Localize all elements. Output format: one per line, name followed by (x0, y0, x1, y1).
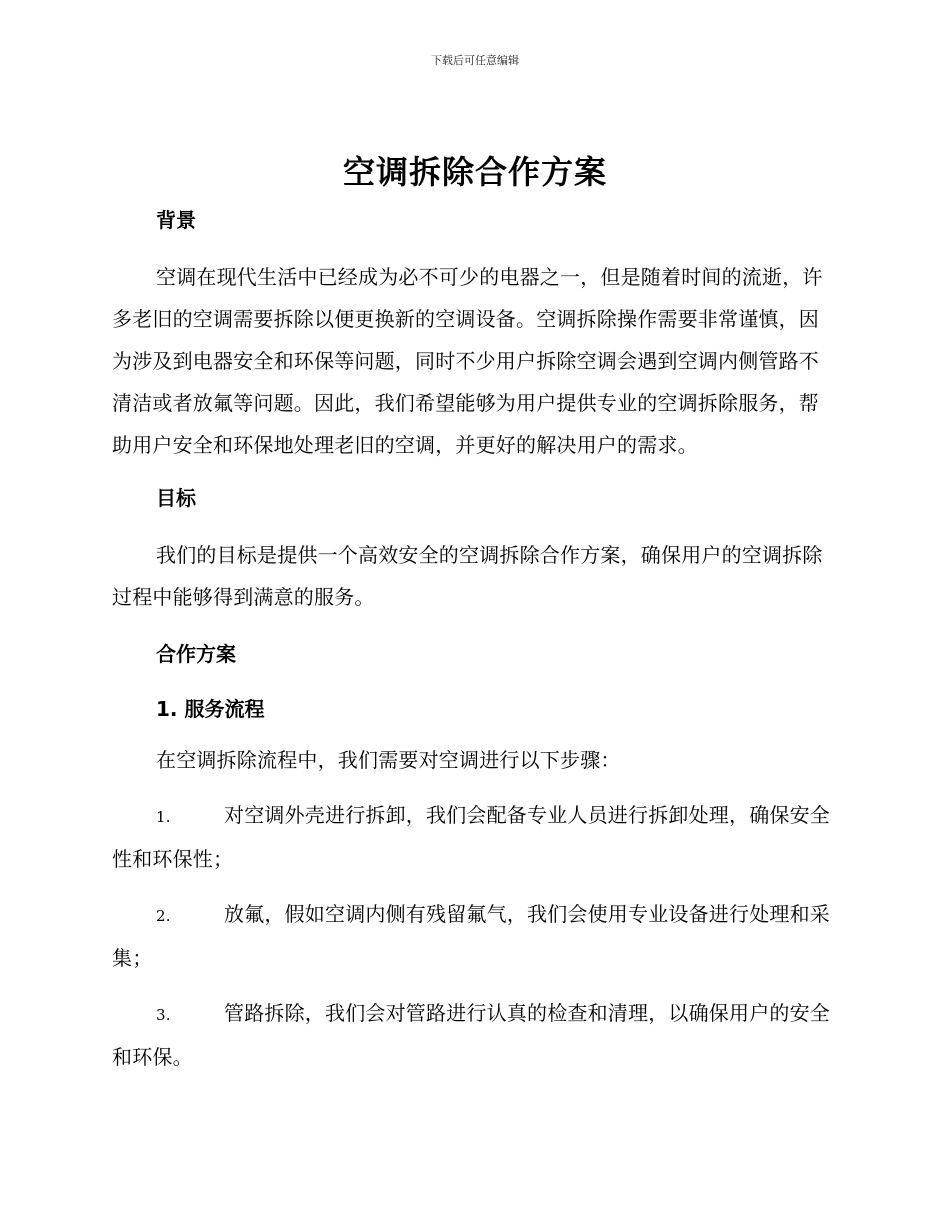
list-item-text: 管路拆除，我们会对管路进行认真的检查和清理，以确保用户的安全和环保。 (112, 1001, 830, 1069)
section-heading-plan: 合作方案 (156, 642, 236, 666)
list-item (112, 992, 832, 1078)
section-heading-goal: 目标 (156, 486, 196, 510)
document-body (112, 203, 832, 1078)
list-item (112, 794, 832, 880)
goal-paragraph: 我们的目标是提供一个高效安全的空调拆除合作方案，确保用户的空调拆除过程中能够得到满意的服务。 (112, 543, 823, 609)
list-item (112, 893, 832, 979)
list-item-number: 1. (156, 808, 171, 826)
page-header-note: 下载后可任意编辑 (431, 54, 519, 67)
service-flow-intro: 在空调拆除流程中，我们需要对空调进行以下步骤： (156, 748, 621, 772)
list-item-number: 3. (156, 1006, 171, 1024)
document-title: 空调拆除合作方案 (342, 153, 607, 191)
section-heading-background: 背景 (156, 208, 196, 232)
list-item-number: 2. (156, 907, 171, 925)
subsection-heading-service-flow: 1. 服务流程 (156, 697, 265, 721)
list-item-text: 放氟，假如空调内侧有残留氟气，我们会使用专业设备进行处理和采集； (112, 902, 830, 970)
background-paragraph: 空调在现代生活中已经成为必不可少的电器之一，但是随着时间的流逝，许多老旧的空调需要拆除以便更换新的空调设备。空调拆除操作需要非常谨慎，因为涉及到电器安全和环保等问题，同时不少用户拆除空调会遇到空调内侧管路不清洁或者放氟等问题。因此，我们希望能够为用户提供专业的空调拆除服务，帮助用户安全和环保地处理老旧的空调，并更好的解决用户的需求。 (112, 265, 823, 457)
list-item-text: 对空调外壳进行拆卸，我们会配备专业人员进行拆卸处理，确保安全性和环保性； (112, 803, 830, 871)
